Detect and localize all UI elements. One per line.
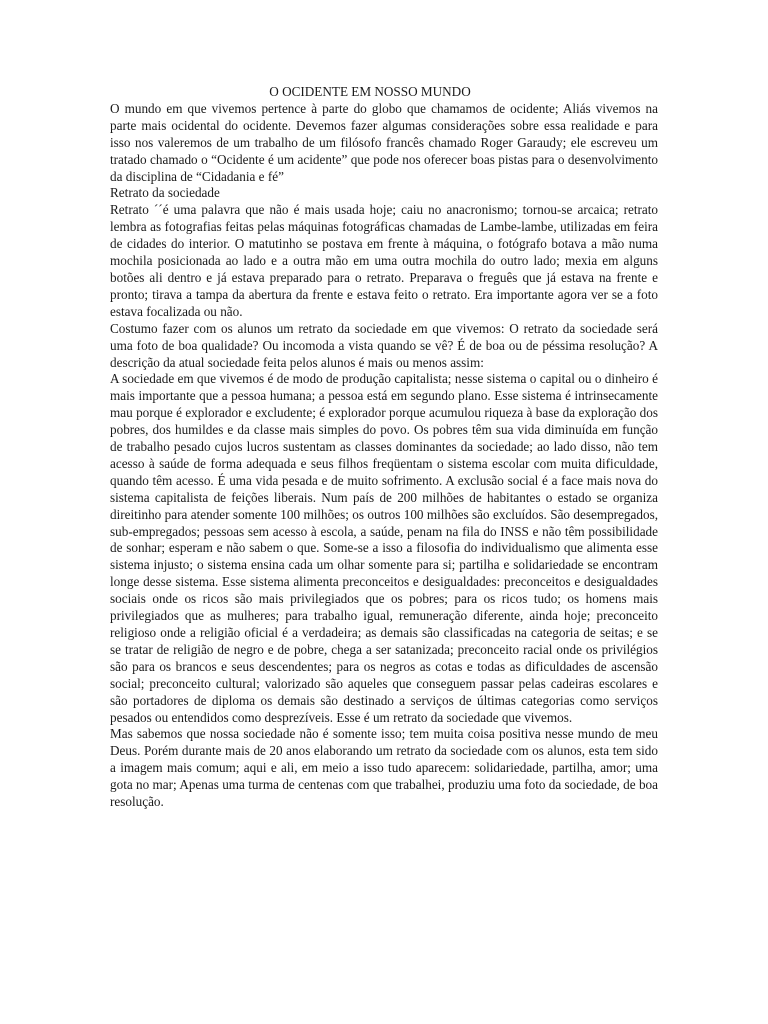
paragraph-alunos: Costumo fazer com os alunos um retrato da sociedade em que vivemos: O retrato da sociedade será uma foto de boa qualidade? Ou incomoda a vista quando se vê? É de boa ou de péssima resolução? A descrição da atual sociedade feita pelos alunos é mais ou menos assim: bbox=[110, 320, 658, 370]
paragraph-intro: O mundo em que vivemos pertence à parte do globo que chamamos de ocidente; Aliás vivemos na parte mais ocidental do ocidente. Devemos fazer algumas considerações sobre essa realidade e para isso nos valeremos de um trabalho de um filósofo francês chamado Roger Garaudy; ele escreveu um tratado chamado o “Ocidente é um acidente” que pode nos oferecer boas pistas para o desenvolvimento da disciplina de “Cidadania e fé” bbox=[110, 100, 658, 184]
document-title: O OCIDENTE EM NOSSO MUNDO bbox=[269, 84, 471, 99]
paragraph-conclusao: Mas sabemos que nossa sociedade não é somente isso; tem muita coisa positiva nesse mundo de meu Deus. Porém durante mais de 20 anos elaborando um retrato da sociedade com os alunos, esta tem sido a imagem mais comum; aqui e ali, em meio a isso tudo aparecem: solidariedade, partilha, amor; uma gota no mar; Apenas uma turma de centenas com que trabalhei, produziu uma foto da sociedade, de boa resolução. bbox=[110, 726, 658, 810]
document-body bbox=[110, 84, 658, 811]
section-heading: Retrato da sociedade bbox=[110, 185, 220, 201]
paragraph-retrato: Retrato ´´é uma palavra que não é mais usada hoje; caiu no anacronismo; tornou-se arcaica; retrato lembra as fotografias feitas pelas máquinas fotográficas chamadas de Lambe-lambe, utilizadas em feira de cidades do interior. O matutinho se postava em frente à máquina, o fotógrafo botava a mão numa mochila posicionada ao lado e a outra mão em uma outra mochila do outro lado; mexia em alguns botões ali dentro e já estava preparado para o retrato. Preparava o freguês que já estava na frente e pronto; tirava a tampa da abertura da frente e estava feito o retrato. Era importante agora ver se a foto estava focalizada ou não. bbox=[110, 202, 658, 319]
paragraph-sociedade: A sociedade em que vivemos é de modo de produção capitalista; nesse sistema o capital ou o dinheiro é mais importante que a pessoa humana; a pessoa está em segundo plano. Esse sistema é intrinsecamente mau porque é explorador e excludente; é explorador porque acumulou riqueza à base da exploração dos pobres, dos humildes e da classe mais simples do povo. Os pobres têm sua vida diminuída em função de trabalho pesado cujos lucros sustentam as classes dominantes da sociedade; ao lado disso, não tem acesso à saúde de forma adequada e seus filhos freqüentam o sistema escolar com muita dificuldade, quando têm acesso. É uma vida pesada e de muito sofrimento. A exclusão social é a face mais nova do sistema capitalista de feições liberais. Num país de 200 milhões de habitantes o estado se organiza direitinho para atender somente 100 milhões; os outros 100 milhões são excluídos. São desempregados, sub-empregados; pessoas sem acesso à escola, a saúde, penam na fila do INSS e não têm possibilidade de sonhar; esperam e não sabem o que. Some-se a isso a filosofia do individualismo que alimenta esse sistema injusto; o sistema ensina cada um olhar somente para si; partilha e solidariedade se encontram longe desse sistema. Esse sistema alimenta preconceitos e desigualdades: preconceitos e desigualdades sociais onde os ricos são mais privilegiados que os pobres; para os ricos tudo; os homens mais privilegiados que as mulheres; para trabalho igual, remuneração diferente, ainda hoje; preconceito religioso onde a religião oficial é a verdadeira; as demais são classificadas na categoria de seitas; e se se tratar de religião de negro e de pobre, chega a ser satanizada; preconceito racial onde os privilégios são para os brancos e seus descendentes; para os negros as cotas e todas as dificuldades de ascensão social; preconceito cultural; valorizado são aqueles que conseguem passar pelas cadeiras escolares e são portadores de diploma os demais são destinado a serviços de últimas categorias como serviços pesados ou entendidos como desprezíveis. Esse é um retrato da sociedade que vivemos. bbox=[110, 371, 658, 725]
